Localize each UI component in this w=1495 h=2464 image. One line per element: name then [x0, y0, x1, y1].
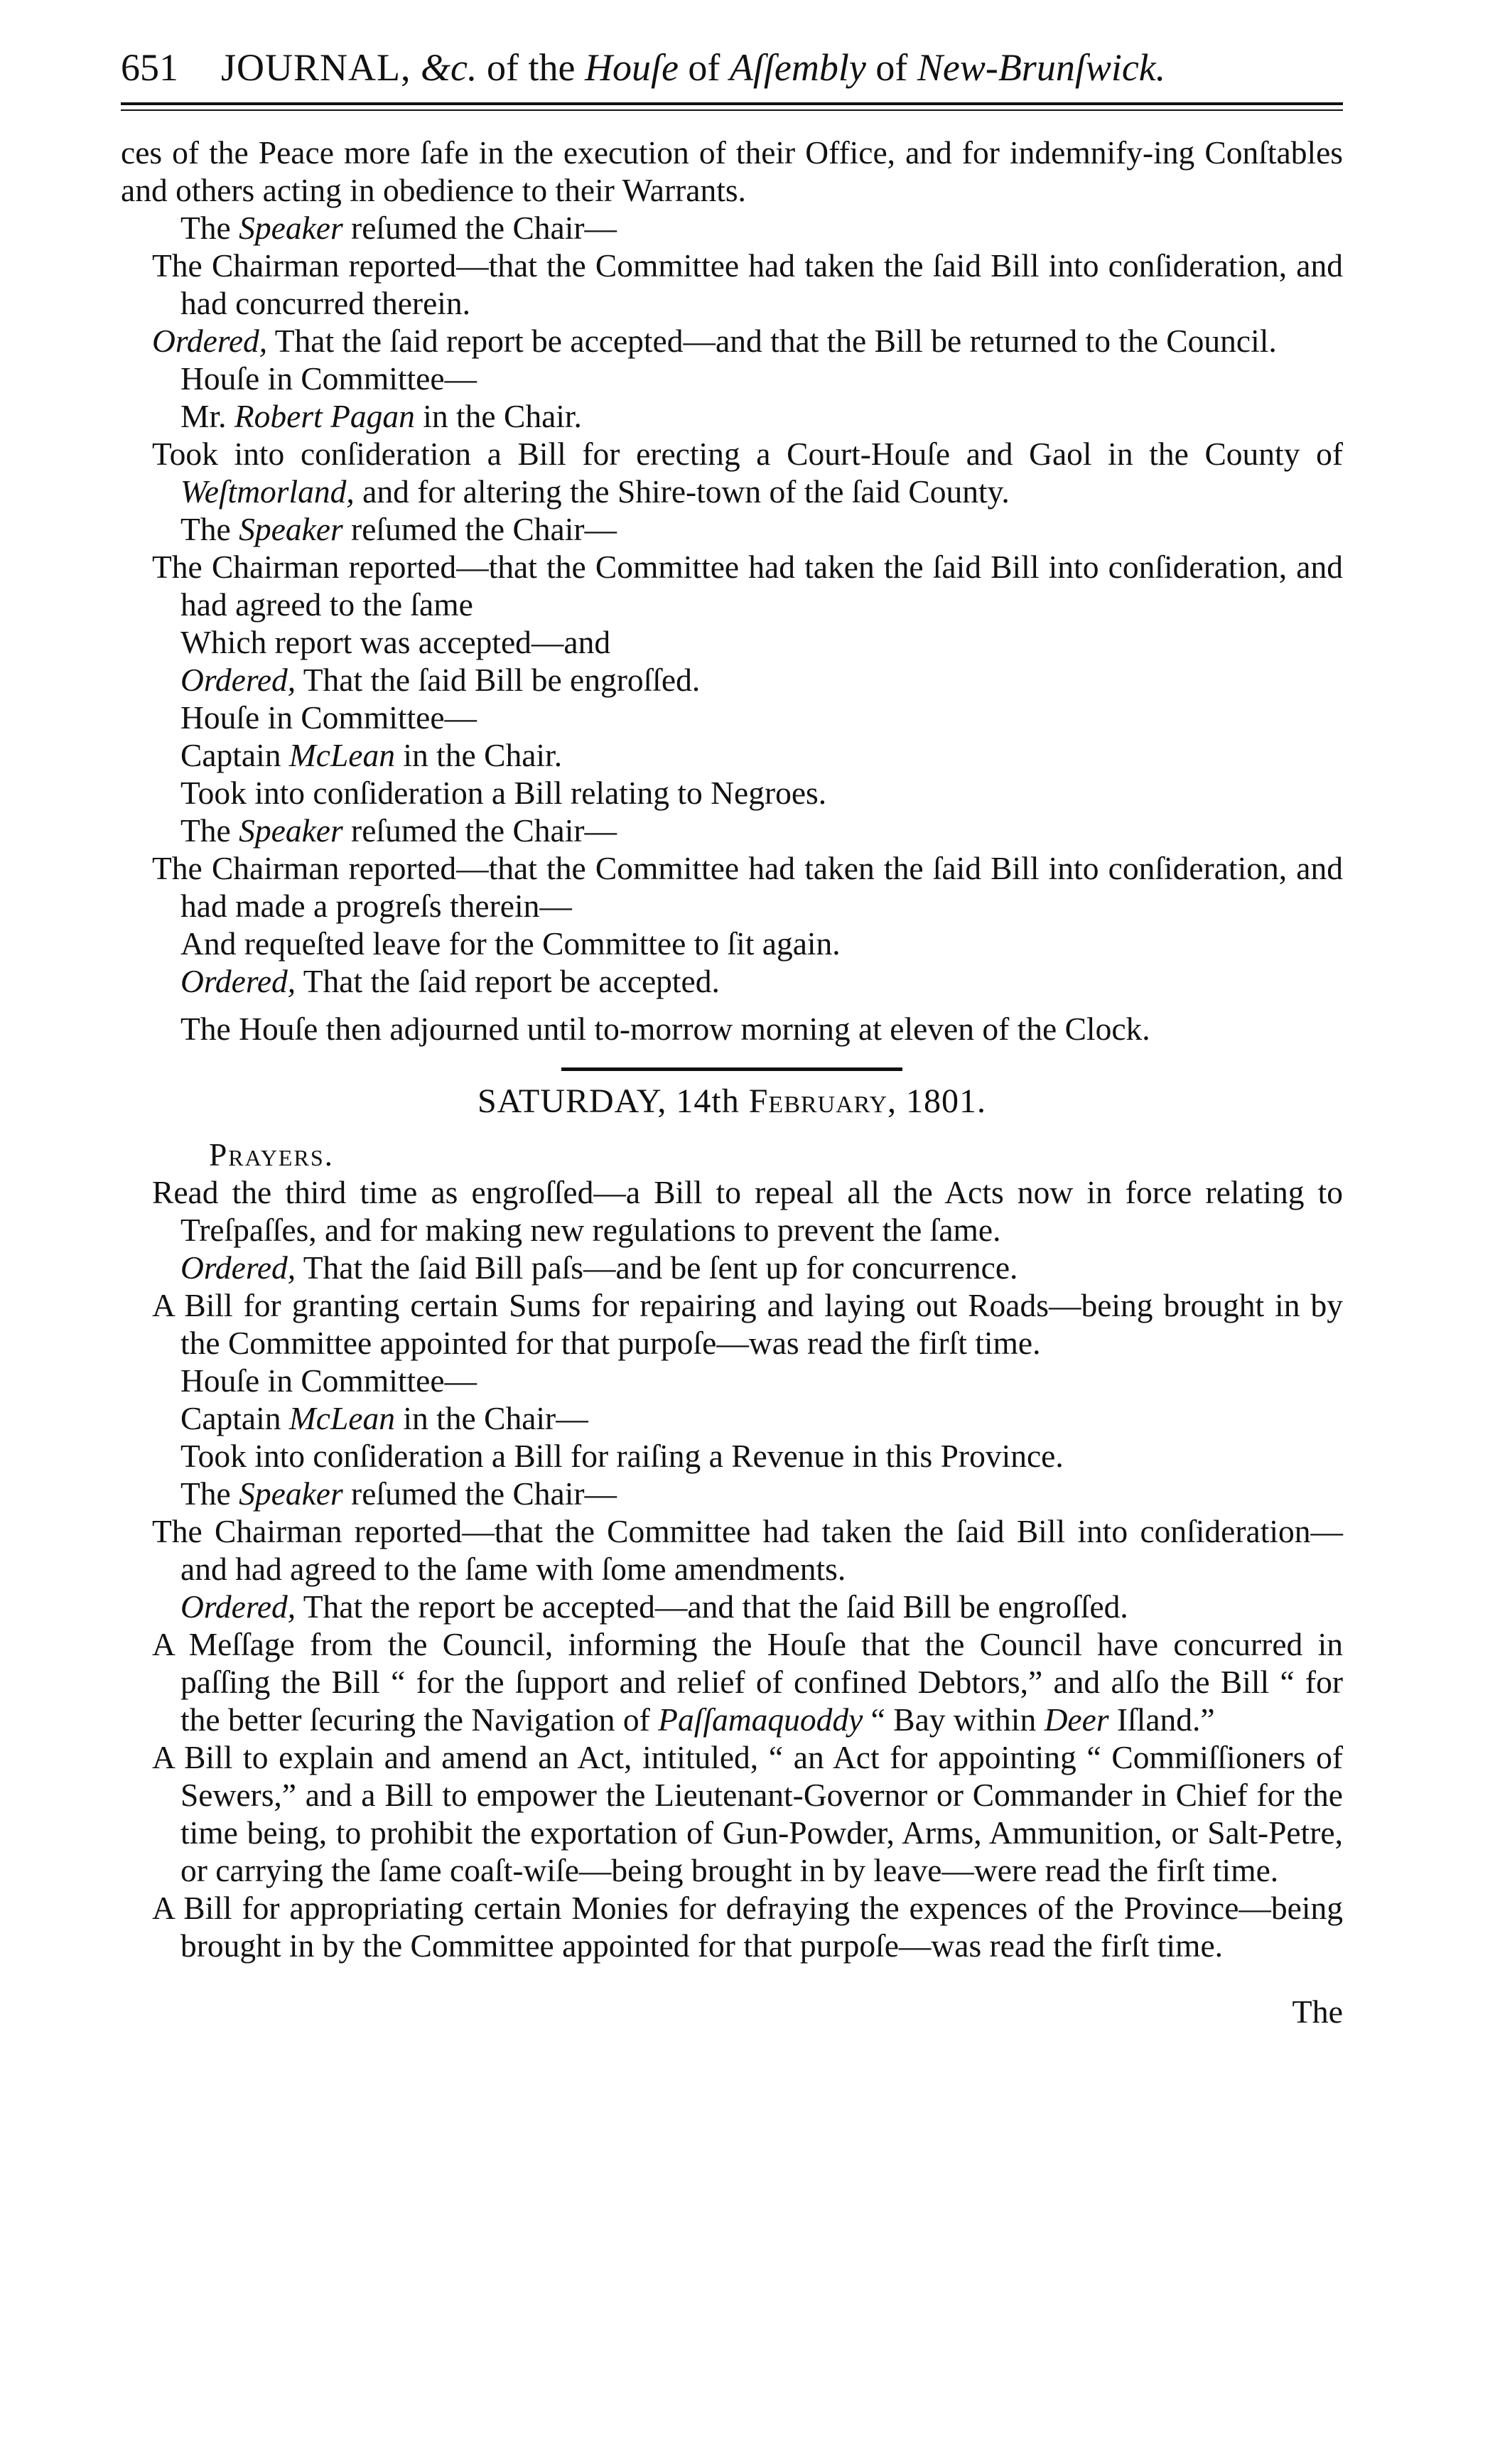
paragraph: The Speaker reſumed the Chair— — [180, 1475, 617, 1512]
paragraph: The Chairman reported—that the Committee had taken the ſaid Bill into conſideration, and had concurred therein. — [152, 247, 1343, 322]
paragraph: Captain McLean in the Chair. — [180, 737, 563, 774]
paragraph: Ordered, That the ſaid Bill be engroſſed. — [180, 662, 701, 699]
paragraph: Took into conſideration a Bill for raiſing a Revenue in this Province. — [180, 1438, 1064, 1475]
paragraph: Read the third time as engroſſed—a Bill to repeal all the Acts now in force relating to Treſpaſſes, and for making new regulations to prevent the ſame. — [152, 1174, 1343, 1249]
day-heading: SATURDAY, 14th February, 1801. — [477, 1082, 987, 1121]
paragraph: The Chairman reported—that the Committee had taken the ſaid Bill into conſideration—and had agreed to the ſame with ſome amendments. — [152, 1513, 1343, 1588]
paragraph: Ordered, That the ſaid report be accepted. — [180, 963, 720, 1000]
paragraph: Houſe in Committee— — [180, 1362, 477, 1399]
paragraph: The Speaker reſumed the Chair— — [180, 511, 617, 548]
paragraph: The Chairman reported—that the Committee had taken the ſaid Bill into conſideration, and had agreed to the ſame — [152, 549, 1343, 623]
paragraph: Which report was accepted—and — [180, 624, 611, 661]
paragraph: Captain McLean in the Chair— — [180, 1400, 588, 1437]
paragraph: Houſe in Committee— — [180, 360, 477, 397]
paragraph: A Bill for granting certain Sums for repairing and laying out Roads—being brought in by the Committee appointed for that purpoſe—was read the firſt time. — [152, 1287, 1343, 1362]
paragraph: And requeſted leave for the Committee to ſit again. — [180, 925, 841, 962]
paragraph: ces of the Peace more ſafe in the execution of their Office, and for indemnify-ing Conſtables and others acting in obedience to their Warrants. — [121, 134, 1343, 209]
paragraph: A Bill for appropriating certain Monies for defraying the expences of the Province—being brought in by the Committee appointed for that purpoſe—was read the firſt time. — [152, 1890, 1343, 1964]
paragraph: Ordered, That the ſaid Bill paſs—and be ſent up for concurrence. — [180, 1249, 1018, 1286]
page-number: 651 — [121, 46, 178, 89]
paragraph: Ordered, That the ſaid report be accepted—and that the Bill be returned to the Council. — [152, 323, 1277, 360]
paragraph: The Speaker reſumed the Chair— — [180, 812, 617, 849]
section-divider — [561, 1067, 902, 1071]
paragraph: Ordered, That the report be accepted—and that the ſaid Bill be engroſſed. — [180, 1588, 1128, 1625]
paragraph: Took into conſideration a Bill relating to Negroes. — [180, 775, 827, 812]
catchword: The — [1292, 1994, 1343, 2030]
paragraph: A Meſſage from the Council, informing the Houſe that the Council have concurred in paſſing the Bill “ for the ſupport and relief of confined Debtors,” and alſo the Bill “ for the better ſecuring the Navigation of Paſſamaquoddy “ Bay within Deer Iſland.” — [152, 1626, 1343, 1738]
paragraph: Mr. Robert Pagan in the Chair. — [180, 398, 582, 435]
paragraph: The Houſe then adjourned until to-morrow morning at eleven of the Clock. — [180, 1011, 1150, 1048]
paragraph: The Speaker reſumed the Chair— — [180, 210, 617, 247]
journal-body — [121, 134, 1343, 2030]
paragraph: The Chairman reported—that the Committee had taken the ſaid Bill into conſideration, and had made a progreſs therein— — [152, 850, 1343, 925]
header-title: JOURNAL, &c. of the Houſe of Aſſembly of New-Brunſwick. — [221, 46, 1166, 89]
paragraph: Took into conſideration a Bill for erecting a Court-Houſe and Gaol in the County of Weſtmorland, and for altering the Shire-town of the ſaid County. — [152, 436, 1343, 510]
running-header — [121, 43, 1343, 105]
paragraph: Houſe in Committee— — [180, 699, 477, 736]
journal-page — [121, 43, 1343, 2030]
prayers-label: Prayers. — [209, 1136, 334, 1173]
paragraph: A Bill to explain and amend an Act, intituled, “ an Act for appointing “ Commiſſioners of Sewers,” and a Bill to empower the Lieutenant-Governor or Commander in Chief for the time being, to prohibit the exportation of Gun-Powder, Arms, Ammunition, or Salt-Petre, or carrying the ſame coaſt-wiſe—being brought in by leave—were read the firſt time. — [152, 1739, 1343, 1889]
